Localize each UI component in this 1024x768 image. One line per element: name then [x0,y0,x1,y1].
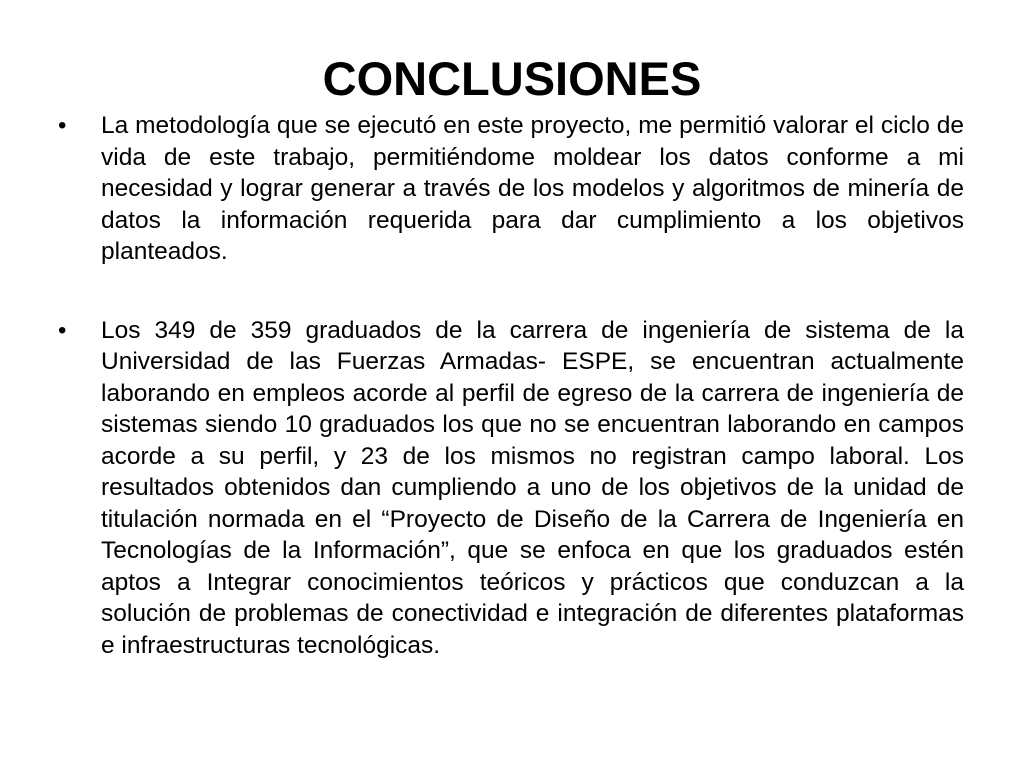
bullet-list [58,110,964,661]
bullet-item [58,315,964,662]
bullet-text: Los 349 de 359 graduados de la carrera de ingeniería de sistema de la Universidad de las Fuerzas Armadas- ESPE, se encuentran actualmente laborando en empleos acorde al perfil de egreso de la carrera de ingeniería de sistemas siendo 10 graduados los que no se encuentran laborando en campos acorde a su perfil, y 23 de los mismos no registran campo laboral. Los resultados obtenidos dan cumpliendo a uno de los objetivos de la unidad de titulación normada en el “Proyecto de Diseño de la Carrera de Ingeniería en Tecnologías de la Información”, que se enfoca en que los graduados estén aptos a Integrar conocimientos teóricos y prácticos que conduzcan a la solución de problemas de conectividad e integración de diferentes plataformas e infraestructuras tecnológicas. [101,316,964,659]
bullet-dot-icon: • [58,316,67,344]
bullet-text: La metodología que se ejecutó en este proyecto, me permitió valorar el ciclo de vida de este trabajo, permitiéndome moldear los datos conforme a mi necesidad y lograr generar a través de los modelos y algoritmos de minería de datos la información requerida para dar cumplimiento a los objetivos planteados. [101,112,964,265]
slide-title: CONCLUSIONES [322,52,702,106]
bullet-dot-icon: • [58,112,67,139]
bullet-item [58,110,964,268]
